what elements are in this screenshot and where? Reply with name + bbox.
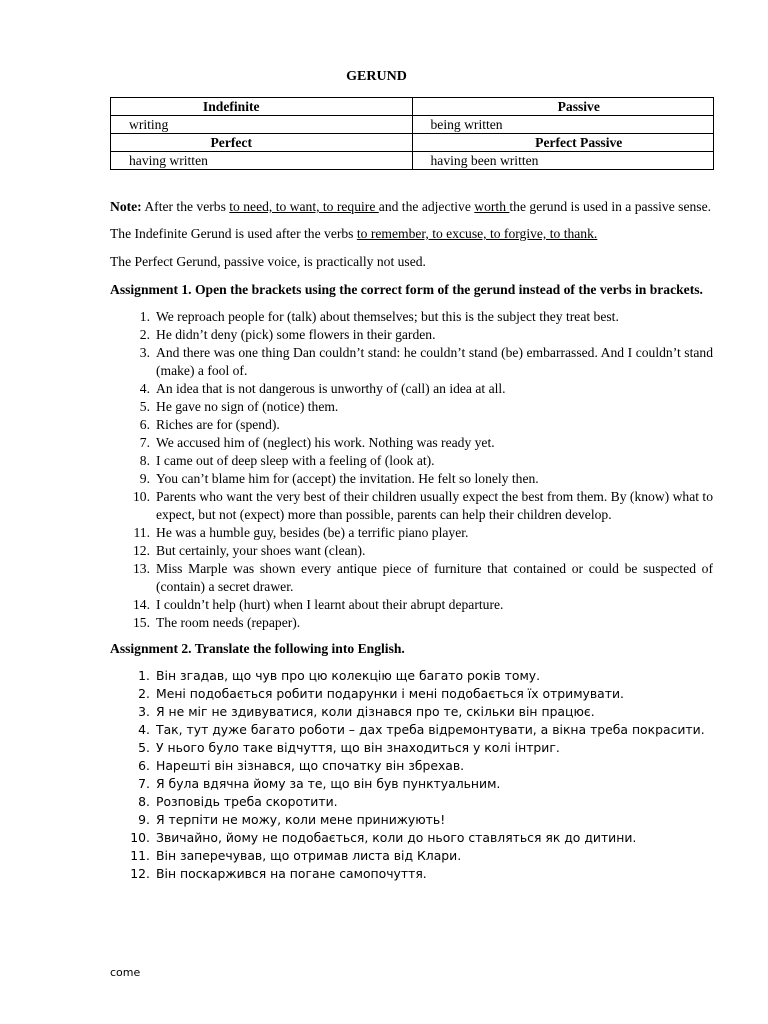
list-item: [110, 847, 713, 865]
assignment-1-heading: Assignment 1. Open the brackets using the correct form of the gerund instead of the verbs in brackets.: [110, 282, 703, 297]
list-item-number: 8.: [138, 794, 150, 809]
list-item-text: У нього було таке відчуття, що він знаходиться у колі інтриг.: [156, 740, 560, 755]
note-text: and the adjective: [378, 199, 475, 214]
list-item: [110, 326, 713, 344]
list-item: [110, 721, 713, 739]
list-item: [110, 398, 713, 416]
list-item: [110, 757, 713, 775]
note-text: the gerund is used in a passive sense.: [509, 199, 712, 214]
list-item-number: 9.: [139, 471, 150, 486]
assignment-2-heading: Assignment 2. Translate the following into English.: [110, 641, 405, 656]
list-item-number: 6.: [139, 417, 150, 432]
list-item-number: 12.: [133, 543, 150, 558]
list-item: [110, 416, 713, 434]
list-item: [110, 614, 713, 632]
note-worth-underlined: worth: [474, 199, 510, 214]
list-item-number: 3.: [138, 704, 150, 719]
list-item-text: Він поскаржився на погане самопочуття.: [156, 866, 427, 881]
list-item: [110, 380, 713, 398]
table-header-cell: [111, 98, 413, 116]
list-item: [110, 470, 713, 488]
list-item-number: 5.: [138, 740, 150, 755]
note-paragraph: [110, 198, 713, 216]
list-item: [110, 793, 713, 811]
list-item: [110, 596, 713, 614]
list-item: [110, 344, 713, 380]
list-item: [110, 488, 713, 524]
list-item: [110, 667, 713, 685]
list-item: [110, 703, 713, 721]
list-item-text: Miss Marple was shown every antique piece of furniture that contained or could be suspected of (contain) a secret drawer.: [156, 561, 713, 594]
list-item: [110, 524, 713, 542]
list-item-text: The room needs (repaper).: [156, 615, 301, 630]
note-label: Note:: [110, 199, 142, 214]
list-item-text: Parents who want the very best of their children usually expect the best from them. By (know) what to expect, but not (expect) more than possible, parents can help their children develop.: [156, 489, 713, 522]
list-item-text: You can’t blame him for (accept) the invitation. He felt so lonely then.: [156, 471, 539, 486]
list-item-number: 15.: [133, 615, 150, 630]
verbs-underlined: to remember, to excuse, to forgive, to thank.: [356, 226, 598, 241]
list-item-text: Розповідь треба скоротити.: [156, 794, 338, 809]
list-item-text: An idea that is not dangerous is unworthy of (call) an idea at all.: [156, 381, 506, 396]
table-row: [111, 116, 714, 134]
page-title: GERUND: [346, 69, 407, 84]
list-item-text: I couldn’t help (hurt) when I learnt about their abrupt departure.: [156, 597, 504, 612]
gerund-forms-table: [110, 97, 714, 170]
list-item-number: 14.: [133, 597, 150, 612]
cell-being-written: being written: [412, 116, 714, 134]
list-item: [110, 542, 713, 560]
assignment-2-list: [110, 667, 713, 883]
list-item-text: Так, тут дуже багато роботи – дах треба відремонтувати, а вікна треба покрасити.: [156, 722, 705, 737]
list-item-number: 5.: [139, 399, 150, 414]
list-item: [110, 452, 713, 470]
cell-having-been-written: having been written: [412, 152, 714, 170]
table-header-cell: [111, 134, 413, 152]
list-item-number: 8.: [139, 453, 150, 468]
list-item-text: Мені подобається робити подарунки і мені подобається їх отримувати.: [156, 686, 624, 701]
list-item-text: But certainly, your shoes want (clean).: [156, 543, 366, 558]
cell-writing: writing: [111, 116, 413, 134]
header-perfect-passive: Perfect Passive: [535, 134, 623, 150]
list-item-number: 11.: [133, 525, 150, 540]
header-perfect: Perfect: [210, 134, 252, 150]
list-item: [110, 308, 713, 326]
list-item-number: 2.: [139, 327, 150, 342]
list-item-number: 7.: [138, 776, 150, 791]
list-item-text: He gave no sign of (notice) them.: [156, 399, 339, 414]
assignment-1-list: [110, 308, 713, 632]
list-item-number: 3.: [139, 345, 150, 360]
list-item: [110, 739, 713, 757]
list-item-number: 12.: [130, 866, 150, 881]
header-indefinite: Indefinite: [202, 98, 260, 114]
list-item: [110, 434, 713, 452]
table-row: [111, 98, 714, 116]
list-item-text: Він згадав, що чув про цю колекцію ще багато років тому.: [156, 668, 541, 683]
list-item-number: 4.: [139, 381, 150, 396]
list-item-text: He didn’t deny (pick) some flowers in their garden.: [156, 327, 436, 342]
list-item-text: Riches are for (spend).: [156, 417, 280, 432]
list-item-text: Я не міг не здивуватися, коли дізнався про те, скільки він працює.: [156, 704, 595, 719]
list-item-number: 2.: [138, 686, 150, 701]
list-item-text: Я терпіти не можу, коли мене принижують!: [156, 812, 446, 827]
list-item-number: 1.: [138, 668, 150, 683]
header-passive: Passive: [557, 98, 600, 114]
list-item-number: 7.: [139, 435, 150, 450]
list-item-number: 11.: [130, 848, 150, 863]
list-item-number: 6.: [138, 758, 150, 773]
table-header-cell: [412, 134, 714, 152]
list-item-number: 9.: [138, 812, 150, 827]
list-item-text: He was a humble guy, besides (be) a terrific piano player.: [156, 525, 469, 540]
perfect-gerund-paragraph: The Perfect Gerund, passive voice, is practically not used.: [110, 254, 426, 269]
list-item-text: And there was one thing Dan couldn’t stand: he couldn’t stand (be) embarrassed. And I couldn’t stand (make) a fool of.: [156, 345, 713, 378]
list-item: [110, 560, 713, 596]
list-item-text: We accused him of (neglect) his work. Nothing was ready yet.: [156, 435, 495, 450]
table-header-cell: [412, 98, 714, 116]
table-row: [111, 134, 714, 152]
cell-having-written: having written: [111, 152, 413, 170]
note-text: After the verbs: [141, 199, 230, 214]
list-item-text: Я була вдячна йому за те, що він був пунктуальним.: [156, 776, 501, 791]
document-page: [110, 68, 713, 883]
list-item-text: Звичайно, йому не подобається, коли до нього ставляться як до дитини.: [156, 830, 637, 845]
list-item-number: 10.: [130, 830, 150, 845]
list-item-text: I came out of deep sleep with a feeling of (look at).: [156, 453, 435, 468]
list-item-text: Нарешті він зізнався, що спочатку він збрехав.: [156, 758, 465, 773]
paragraph-text: The Indefinite Gerund is used after the verbs: [110, 226, 357, 241]
list-item: [110, 685, 713, 703]
list-item: [110, 865, 713, 883]
footer-text: come: [110, 966, 141, 979]
list-item-text: We reproach people for (talk) about themselves; but this is the subject they treat best.: [156, 309, 619, 324]
list-item-number: 1.: [139, 309, 150, 324]
list-item: [110, 829, 713, 847]
indefinite-gerund-paragraph: [110, 225, 713, 243]
list-item-number: 4.: [138, 722, 150, 737]
table-row: [111, 152, 714, 170]
list-item-number: 13.: [133, 561, 150, 576]
list-item-number: 10.: [133, 489, 150, 504]
note-verbs-underlined: to need, to want, to require: [229, 199, 379, 214]
list-item: [110, 811, 713, 829]
list-item: [110, 775, 713, 793]
list-item-text: Він заперечував, що отримав листа від Клари.: [156, 848, 462, 863]
